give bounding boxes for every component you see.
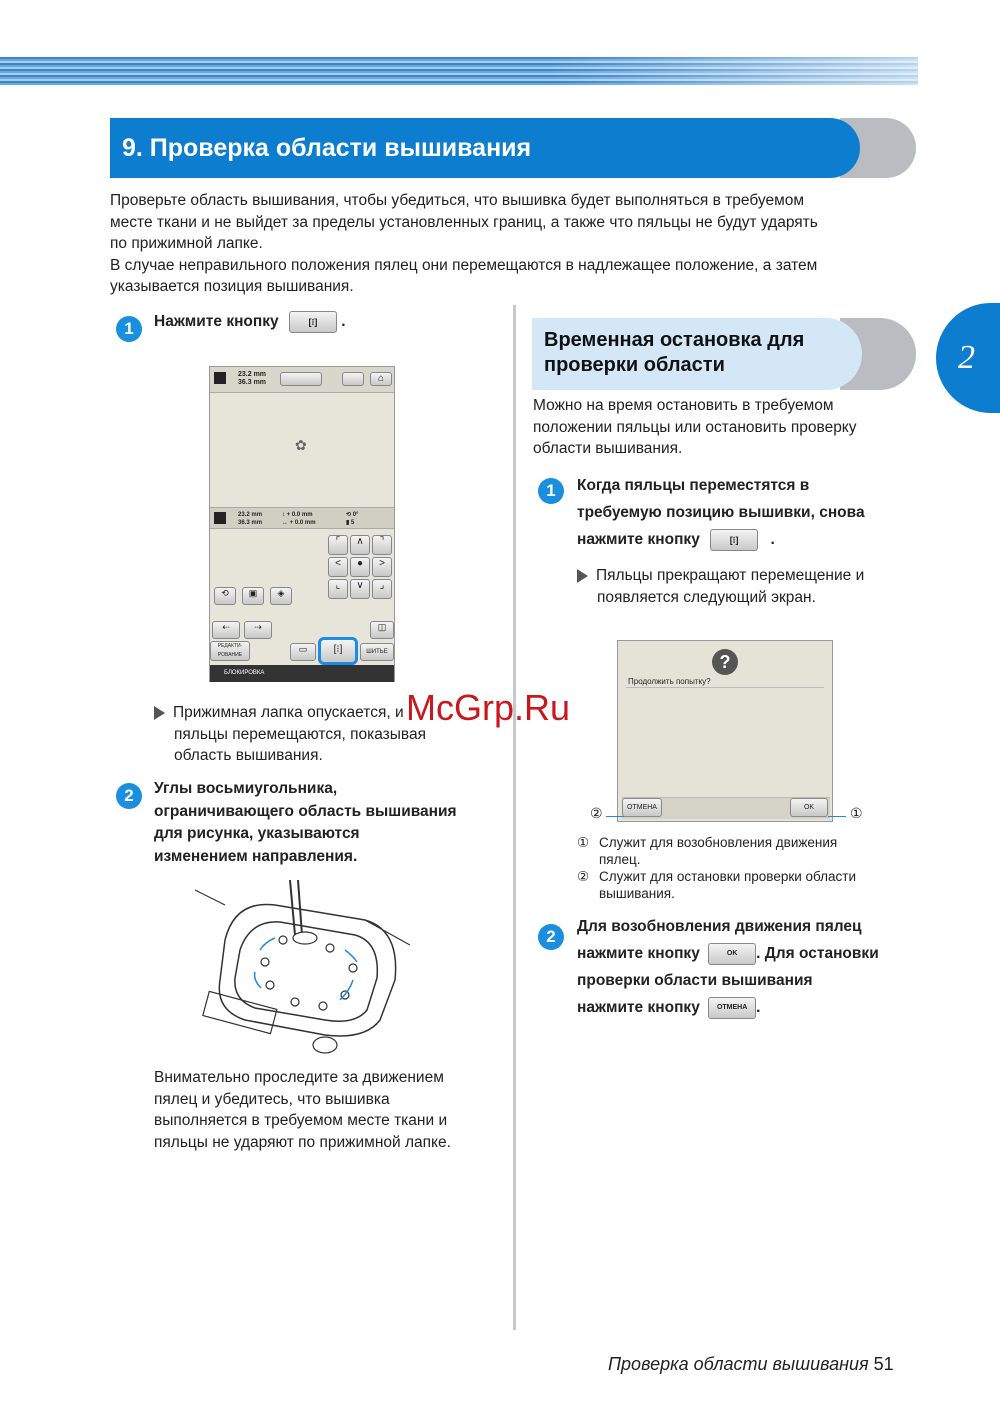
screen-info-bar: 23.2 mm 36.3 mm ↕ + 0.0 mm ↔ + 0.0 mm ⟲ 0° ▮ 5 (210, 507, 394, 529)
callout-line (828, 816, 846, 817)
area-check-button-icon: [⁝] (289, 311, 337, 333)
legend-mark: ① (577, 835, 590, 850)
dim-unit: mm (253, 371, 267, 378)
note-line: выполняется в требуемом месте ткани и (154, 1112, 448, 1129)
right-step-1-line: Когда пяльцы переместятся в (577, 477, 810, 494)
home-icon[interactable]: ⌂ (370, 372, 392, 386)
pattern-preview-icon: ✿ (295, 437, 307, 453)
step-2-line: ограничивающего область вышивания (154, 802, 457, 820)
step-1-instruction (154, 311, 346, 333)
question-icon: ? (712, 649, 738, 675)
right-result (577, 565, 917, 608)
dim-height: 36.3 (238, 379, 252, 386)
legend-line: Служит для возобновления движения (599, 835, 838, 850)
right-step-2-instruction (577, 913, 879, 1021)
density-button[interactable]: ◈ (270, 587, 292, 605)
arrow-down-button[interactable]: ∨ (350, 579, 370, 599)
right-step-2-line: нажмите кнопку (577, 945, 700, 962)
step-1-text: Нажмите кнопку (154, 313, 279, 331)
watermark: McGrp.Ru (406, 687, 571, 728)
intro-line: В случае неправильного положения пялец они перемещаются в надлежащее положение, а затем (110, 256, 818, 274)
area-check-button-icon: [⁝] (710, 529, 758, 551)
intro-text (110, 190, 920, 298)
intro-line: по прижимной лапке. (110, 235, 263, 252)
dim-height: 36.3 (238, 520, 250, 526)
legend-item (577, 834, 917, 868)
header-stripe (0, 57, 918, 85)
grid-button[interactable] (342, 372, 364, 386)
intro-line: месте ткани и не выйдет за пределы установленных границ, а также что пяльцы не будут ударять (110, 213, 818, 231)
result-arrow-icon (577, 569, 588, 583)
lock-label: БЛОКИРОВКА (224, 670, 265, 676)
dialog-question: Продолжить попытку? (628, 677, 711, 686)
right-step-2-line: . Для остановки (756, 945, 879, 962)
rotate-button[interactable]: ⟲ (214, 587, 236, 605)
stitch-right-button[interactable]: ⇢ (244, 621, 272, 639)
subhead-line: проверки области (544, 354, 725, 376)
legend-mark: ② (577, 869, 590, 884)
description-line: области вышивания. (533, 440, 683, 457)
intro-line: Проверьте область вышивания, чтобы убедиться, что вышивка будет выполняться в требуемом (110, 192, 805, 209)
legend-line: Служит для остановки проверки области (599, 869, 857, 884)
ok-button-icon: OK (708, 943, 756, 965)
right-result-line: появляется следующий экран. (597, 588, 816, 606)
subhead-line: Временная остановка для (544, 329, 805, 351)
arrow-pad (328, 535, 392, 599)
arrow-down-right-button[interactable]: ⌟ (372, 579, 392, 599)
dialog-divider (626, 687, 824, 688)
step-1-period: . (341, 313, 346, 331)
arrow-up-button[interactable]: ∧ (350, 535, 370, 555)
result-arrow-icon (154, 706, 165, 720)
hoop-illustration (195, 880, 410, 1055)
legend-line: вышивания. (599, 886, 675, 901)
description-line: Можно на время остановить в требуемом (533, 397, 834, 414)
lock-bar (210, 665, 394, 682)
step-2-line: изменением направления. (154, 847, 358, 865)
dim-width: 23.2 (238, 512, 250, 518)
dialog-ok-button[interactable]: OK (790, 798, 828, 817)
right-step-1-line: требуемую позицию вышивки, снова (577, 504, 865, 521)
result-line: Прижимная лапка опускается, и (173, 704, 404, 721)
legend-item (577, 868, 917, 902)
dim-width: 23.2 (238, 371, 252, 378)
page-footer (608, 1354, 894, 1375)
result-line: пяльцы перемещаются, показывая (174, 725, 427, 743)
area-check-button[interactable]: [⁝] (318, 637, 358, 665)
page-number: 51 (873, 1354, 894, 1374)
retry-dialog (617, 640, 833, 822)
intro-line: указывается позиция вышивания. (110, 278, 354, 295)
screen-top-bar (210, 367, 394, 393)
description-line: положении пяльцы или остановить проверку (533, 418, 857, 436)
offset-horizontal: 0.0 (294, 520, 304, 526)
dialog-cancel-button[interactable]: ОТМЕНА (622, 798, 662, 817)
frame-icon[interactable] (280, 372, 322, 386)
edit-button[interactable]: РЕДАКТИ- РОВАНИЕ (210, 641, 250, 661)
note-line: пяльцы не ударяют по прижимной лапке. (154, 1133, 451, 1151)
footer-text: Проверка области вышивания (608, 1354, 869, 1374)
right-step-1-instruction (577, 472, 865, 553)
page-title: 9. Проверка области вышивания (110, 118, 860, 178)
right-step-1-badge: 1 (538, 478, 564, 504)
section-description (533, 395, 913, 460)
center-button[interactable]: ● (350, 557, 370, 577)
arrow-down-left-button[interactable]: ⌞ (328, 579, 348, 599)
note-text (154, 1067, 499, 1153)
right-result-line: Пяльцы прекращают перемещение и (596, 567, 865, 584)
callout-2: ② (590, 805, 603, 821)
step-2-badge: 2 (116, 783, 142, 809)
arrow-right-button[interactable]: > (372, 557, 392, 577)
legend-line: пялец. (599, 852, 641, 867)
right-step-2-badge: 2 (538, 924, 564, 950)
callout-line (606, 816, 624, 817)
right-step-2-line: Для возобновления движения пялец (577, 918, 862, 935)
arrow-left-button[interactable]: < (328, 557, 348, 577)
rotation-angle: 0° (352, 512, 359, 518)
note-line: Внимательно проследите за движением (154, 1069, 444, 1086)
thread-count: 5 (350, 520, 355, 526)
sew-button[interactable]: ШИТЬЕ (360, 643, 394, 661)
right-step-1-period: . (770, 531, 775, 548)
needle-button[interactable]: ◫ (370, 621, 394, 639)
column-divider (513, 305, 516, 1330)
offset-vertical: 0.0 (291, 512, 301, 518)
size-icon (214, 512, 226, 524)
cancel-button-icon: ОТМЕНА (708, 997, 756, 1019)
step-2-line: для рисунка, указываются (154, 825, 360, 842)
step-2-line: Углы восьмиугольника, (154, 780, 338, 797)
dim-unit: mm (253, 379, 267, 386)
trial-button[interactable]: ▭ (290, 643, 316, 661)
chapter-tab: 2 (936, 303, 1000, 413)
right-step-2-line: проверки области вышивания (577, 972, 813, 989)
right-step-1-line: нажмите кнопку (577, 531, 700, 548)
callout-1: ① (850, 805, 863, 821)
size-icon (214, 372, 226, 384)
note-line: пялец и убедитесь, что вышивка (154, 1090, 390, 1108)
arrow-up-left-button[interactable]: ⌜ (328, 535, 348, 555)
callout-legend (577, 834, 917, 902)
right-step-2-period: . (756, 999, 761, 1016)
section-subhead (532, 318, 862, 390)
right-step-2-line: нажмите кнопку (577, 999, 700, 1016)
camera-button[interactable]: ▣ (242, 587, 264, 605)
result-line: область вышивания. (174, 747, 323, 764)
machine-screen (209, 366, 395, 682)
arrow-up-right-button[interactable]: ⌝ (372, 535, 392, 555)
stitch-left-button[interactable]: ⇠ (212, 621, 240, 639)
step-2-instruction (154, 778, 457, 868)
step-1-badge: 1 (116, 316, 142, 342)
